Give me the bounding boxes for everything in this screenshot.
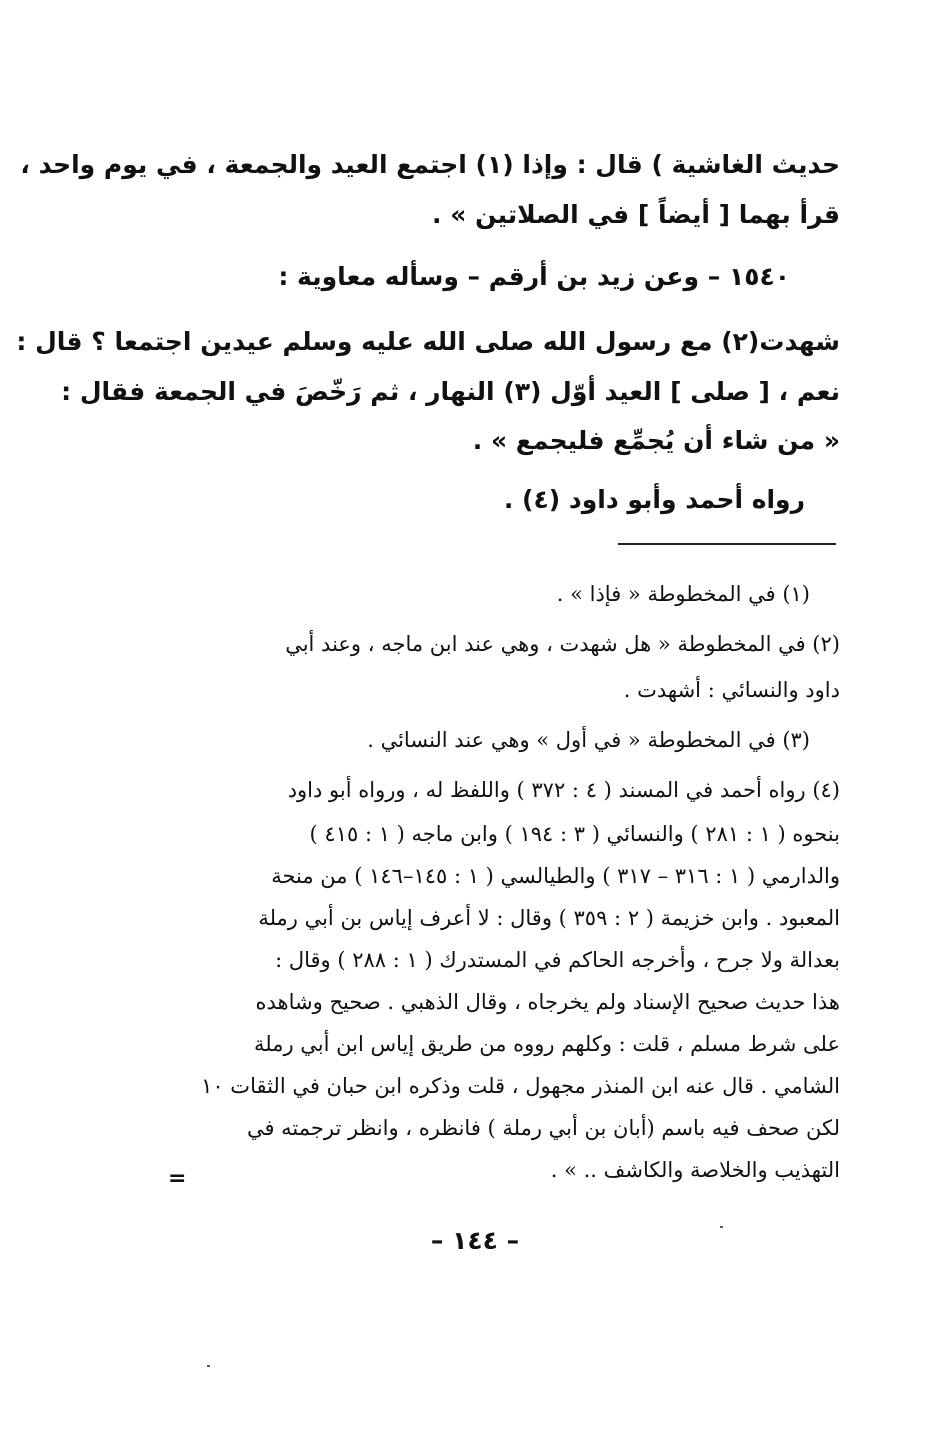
hadith-number-line: ١٥٤٠ – وعن زيد بن أرقم – وسأله معاوية : [278, 262, 790, 291]
footnote-4-line-7: على شرط مسلم ، قلت : وكلهم رووه من طريق إياس ابن أبي رملة [254, 1032, 840, 1056]
footnote-2-line-1: (٢) في المخطوطة « هل شهدت ، وهي عند ابن ماجه ، وعند أبي [285, 632, 840, 656]
scan-speck [720, 1226, 723, 1228]
main-text-line-5: نعم ، [ صلى ] العيد أوّل (٣) النهار ، ثم رَخّصَ في الجمعة فقال : [61, 377, 840, 406]
main-text-line-6: « من شاء أن يُجمِّع فليجمع » . [472, 426, 840, 455]
footnote-4-line-5: بعدالة ولا جرح ، وأخرجه الحاكم في المستدرك ( ١ : ٢٨٨ ) وقال : [275, 948, 840, 972]
footnote-4-line-4: المعبود . وابن خزيمة ( ٢ : ٣٥٩ ) وقال : لا أعرف إياس بن أبي رملة [258, 906, 840, 930]
main-text-line-1: حديث الغاشية ) قال : وإذا (١) اجتمع العيد والجمعة ، في يوم واحد ، [20, 150, 840, 179]
page-number: – ١٤٤ – [430, 1226, 520, 1255]
main-text-line-2: قرأ بهما [ أيضاً ] في الصلاتين » . [432, 200, 840, 229]
footnote-separator [618, 543, 836, 545]
footnote-4-line-1: (٤) رواه أحمد في المسند ( ٤ : ٣٧٢ ) واللفظ له ، ورواه أبو داود [287, 778, 840, 802]
attribution-line: رواه أحمد وأبو داود (٤) . [503, 485, 805, 514]
main-text-line-4: شهدت(٢) مع رسول الله صلى الله عليه وسلم عيدين اجتمعا ؟ قال : [16, 327, 840, 356]
footnote-4-line-6: هذا حديث صحيح الإسناد ولم يخرجاه ، وقال الذهبي . صحيح وشاهده [255, 990, 840, 1014]
footnote-4-line-9: لكن صحف فيه باسم (أبان بن أبي رملة ) فانظره ، وانظر ترجمته في [246, 1116, 840, 1140]
footnote-4-line-3: والدارمي ( ١ : ٣١٦ – ٣١٧ ) والطيالسي ( ١ : ١٤٥–١٤٦ ) من منحة [271, 864, 840, 888]
footnote-4-line-2: بنحوه ( ١ : ٢٨١ ) والنسائي ( ٣ : ١٩٤ ) وابن ماجه ( ١ : ٤١٥ ) [309, 822, 840, 846]
continuation-mark: = [168, 1166, 187, 1191]
footnote-2-line-2: داود والنسائي : أشهدت . [623, 678, 840, 702]
scan-speck [207, 1365, 210, 1367]
footnote-1: (١) في المخطوطة « فإذا » . [556, 582, 810, 606]
footnote-4-line-8: الشامي . قال عنه ابن المنذر مجهول ، قلت وذكره ابن حبان في الثقات ١٠ [201, 1074, 840, 1098]
footnote-3: (٣) في المخطوطة « في أول » وهي عند النسائي . [367, 728, 810, 752]
footnote-4-line-10: التهذيب والخلاصة والكاشف .. » . [550, 1158, 840, 1182]
